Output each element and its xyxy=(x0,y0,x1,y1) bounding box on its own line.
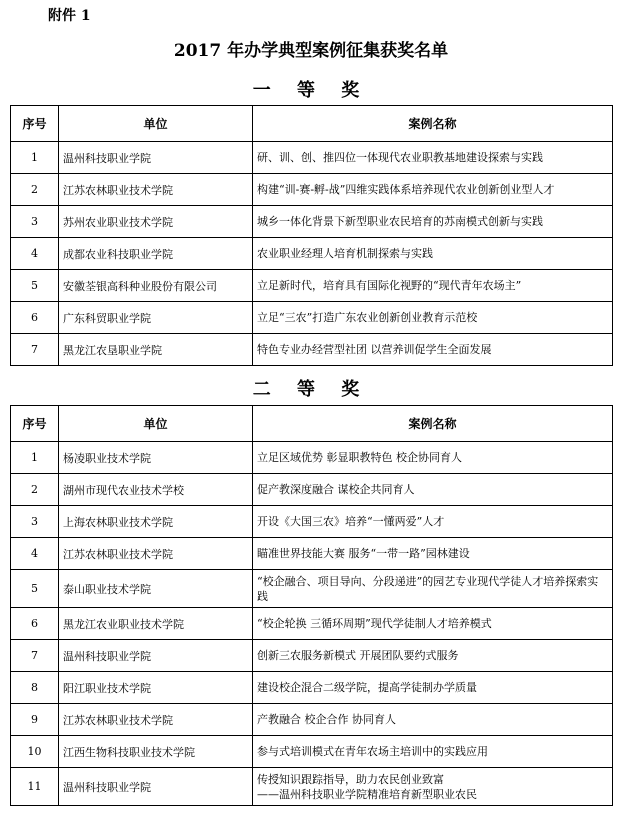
row-case xyxy=(253,640,613,672)
table-header-row xyxy=(11,106,613,142)
header-unit: 单位 xyxy=(59,406,253,442)
row-case-text: 传授知识跟踪指导，助力农民创业致富 xyxy=(257,772,444,786)
row-case-text: 开设《大国三农》培养“一懂两爱”人才 xyxy=(257,515,445,528)
table-row xyxy=(11,238,613,270)
row-case xyxy=(253,704,613,736)
table-row xyxy=(11,174,613,206)
row-case xyxy=(253,736,613,768)
row-index: 1 xyxy=(11,142,59,174)
row-case xyxy=(253,506,613,538)
row-index: 9 xyxy=(11,704,59,736)
first-prize-table xyxy=(10,105,613,366)
second-prize-table xyxy=(10,405,613,806)
row-case-text: 立足新时代，培育具有国际化视野的“现代青年农场主” xyxy=(257,279,522,292)
table-row xyxy=(11,768,613,806)
header-case: 案例名称 xyxy=(253,406,613,442)
row-unit: 江苏农林职业技术学院 xyxy=(59,174,253,206)
header-unit: 单位 xyxy=(59,106,253,142)
table-row xyxy=(11,442,613,474)
row-case xyxy=(253,442,613,474)
table-row xyxy=(11,704,613,736)
attachment-label: 附件 1 xyxy=(48,8,91,24)
row-case xyxy=(253,334,613,366)
row-case xyxy=(253,206,613,238)
row-case-text: 促产教深度融合 谋校企共同育人 xyxy=(257,483,415,496)
header-index: 序号 xyxy=(11,406,59,442)
row-case xyxy=(253,270,613,302)
row-index: 7 xyxy=(11,640,59,672)
row-index: 5 xyxy=(11,270,59,302)
row-unit: 杨凌职业技术学院 xyxy=(59,442,253,474)
row-case xyxy=(253,570,613,608)
table-row xyxy=(11,270,613,302)
row-index: 6 xyxy=(11,608,59,640)
header-case: 案例名称 xyxy=(253,106,613,142)
table-row xyxy=(11,474,613,506)
row-case-text: 农业职业经理人培育机制探索与实践 xyxy=(257,247,433,260)
row-index: 11 xyxy=(11,768,59,806)
row-case xyxy=(253,768,613,806)
row-unit: 江苏农林职业技术学院 xyxy=(59,704,253,736)
row-case-text: 产教融合 校企合作 协同育人 xyxy=(257,713,396,726)
header-index: 序号 xyxy=(11,106,59,142)
row-unit: 江苏农林职业技术学院 xyxy=(59,538,253,570)
row-unit: 温州科技职业学院 xyxy=(59,142,253,174)
row-case xyxy=(253,474,613,506)
row-unit: 苏州农业职业技术学院 xyxy=(59,206,253,238)
table-row xyxy=(11,608,613,640)
row-unit: 上海农林职业技术学院 xyxy=(59,506,253,538)
table-row xyxy=(11,538,613,570)
row-case-text: 参与式培训模式在青年农场主培训中的实践应用 xyxy=(257,745,488,758)
row-index: 5 xyxy=(11,570,59,608)
row-case xyxy=(253,174,613,206)
row-index: 6 xyxy=(11,302,59,334)
row-unit: 广东科贸职业学院 xyxy=(59,302,253,334)
table-row xyxy=(11,736,613,768)
first-prize-heading: 一 等 奖 xyxy=(252,80,370,101)
table-row xyxy=(11,672,613,704)
row-case-text: 研、训、创、推四位一体现代农业职教基地建设探索与实践 xyxy=(257,151,543,164)
row-index: 3 xyxy=(11,206,59,238)
row-unit: 湖州市现代农业技术学校 xyxy=(59,474,253,506)
row-unit: 黑龙江农业职业技术学院 xyxy=(59,608,253,640)
table-row xyxy=(11,640,613,672)
row-case-text: “校企轮换 三循环周期”现代学徒制人才培养模式 xyxy=(257,617,492,630)
row-case-text: 瞄准世界技能大赛 服务“一带一路”园林建设 xyxy=(257,547,470,560)
table-row xyxy=(11,302,613,334)
row-unit: 温州科技职业学院 xyxy=(59,768,253,806)
row-index: 8 xyxy=(11,672,59,704)
row-case xyxy=(253,238,613,270)
first-prize-body xyxy=(11,142,613,366)
row-case xyxy=(253,142,613,174)
table-header-row xyxy=(11,406,613,442)
row-case-text: 立足“三农”打造广东农业创新创业教育示范校 xyxy=(257,311,478,324)
row-index: 4 xyxy=(11,238,59,270)
row-unit: 江西生物科技职业技术学院 xyxy=(59,736,253,768)
table-row xyxy=(11,206,613,238)
row-index: 4 xyxy=(11,538,59,570)
row-unit: 成都农业科技职业学院 xyxy=(59,238,253,270)
row-index: 3 xyxy=(11,506,59,538)
row-unit: 阳江职业技术学院 xyxy=(59,672,253,704)
row-index: 2 xyxy=(11,174,59,206)
row-unit: 温州科技职业学院 xyxy=(59,640,253,672)
row-case-text: 城乡一体化背景下新型职业农民培育的苏南模式创新与实践 xyxy=(257,215,543,228)
row-case xyxy=(253,538,613,570)
row-case-text: 创新三农服务新模式 开展团队要约式服务 xyxy=(257,649,459,662)
row-case-text: 特色专业办经营型社团 以营养训促学生全面发展 xyxy=(257,343,492,356)
table-row xyxy=(11,334,613,366)
row-case-subtitle: ——温州科技职业学院精准培育新型职业农民 xyxy=(257,787,477,801)
row-case xyxy=(253,608,613,640)
row-case-text: 构建“训-赛-孵-战”四维实践体系培养现代农业创新创业型人才 xyxy=(257,183,555,196)
row-case-text: “校企融合、项目导向、分段递进”的园艺专业现代学徒人才培养探索实践 xyxy=(257,574,599,603)
row-case xyxy=(253,672,613,704)
second-prize-heading: 二 等 奖 xyxy=(252,379,370,400)
row-index: 7 xyxy=(11,334,59,366)
table-row xyxy=(11,570,613,608)
row-unit: 黑龙江农垦职业学院 xyxy=(59,334,253,366)
row-unit: 泰山职业技术学院 xyxy=(59,570,253,608)
row-index: 2 xyxy=(11,474,59,506)
table-row xyxy=(11,142,613,174)
row-case-text: 立足区域优势 彰显职教特色 校企协同育人 xyxy=(257,451,462,464)
row-case xyxy=(253,302,613,334)
row-index: 10 xyxy=(11,736,59,768)
row-case-text: 建设校企混合二级学院，提高学徒制办学质量 xyxy=(257,681,477,694)
document-title: 2017 年办学典型案例征集获奖名单 xyxy=(173,41,449,61)
row-unit: 安徽荃银高科种业股份有限公司 xyxy=(59,270,253,302)
second-prize-body xyxy=(11,442,613,806)
table-row xyxy=(11,506,613,538)
row-index: 1 xyxy=(11,442,59,474)
